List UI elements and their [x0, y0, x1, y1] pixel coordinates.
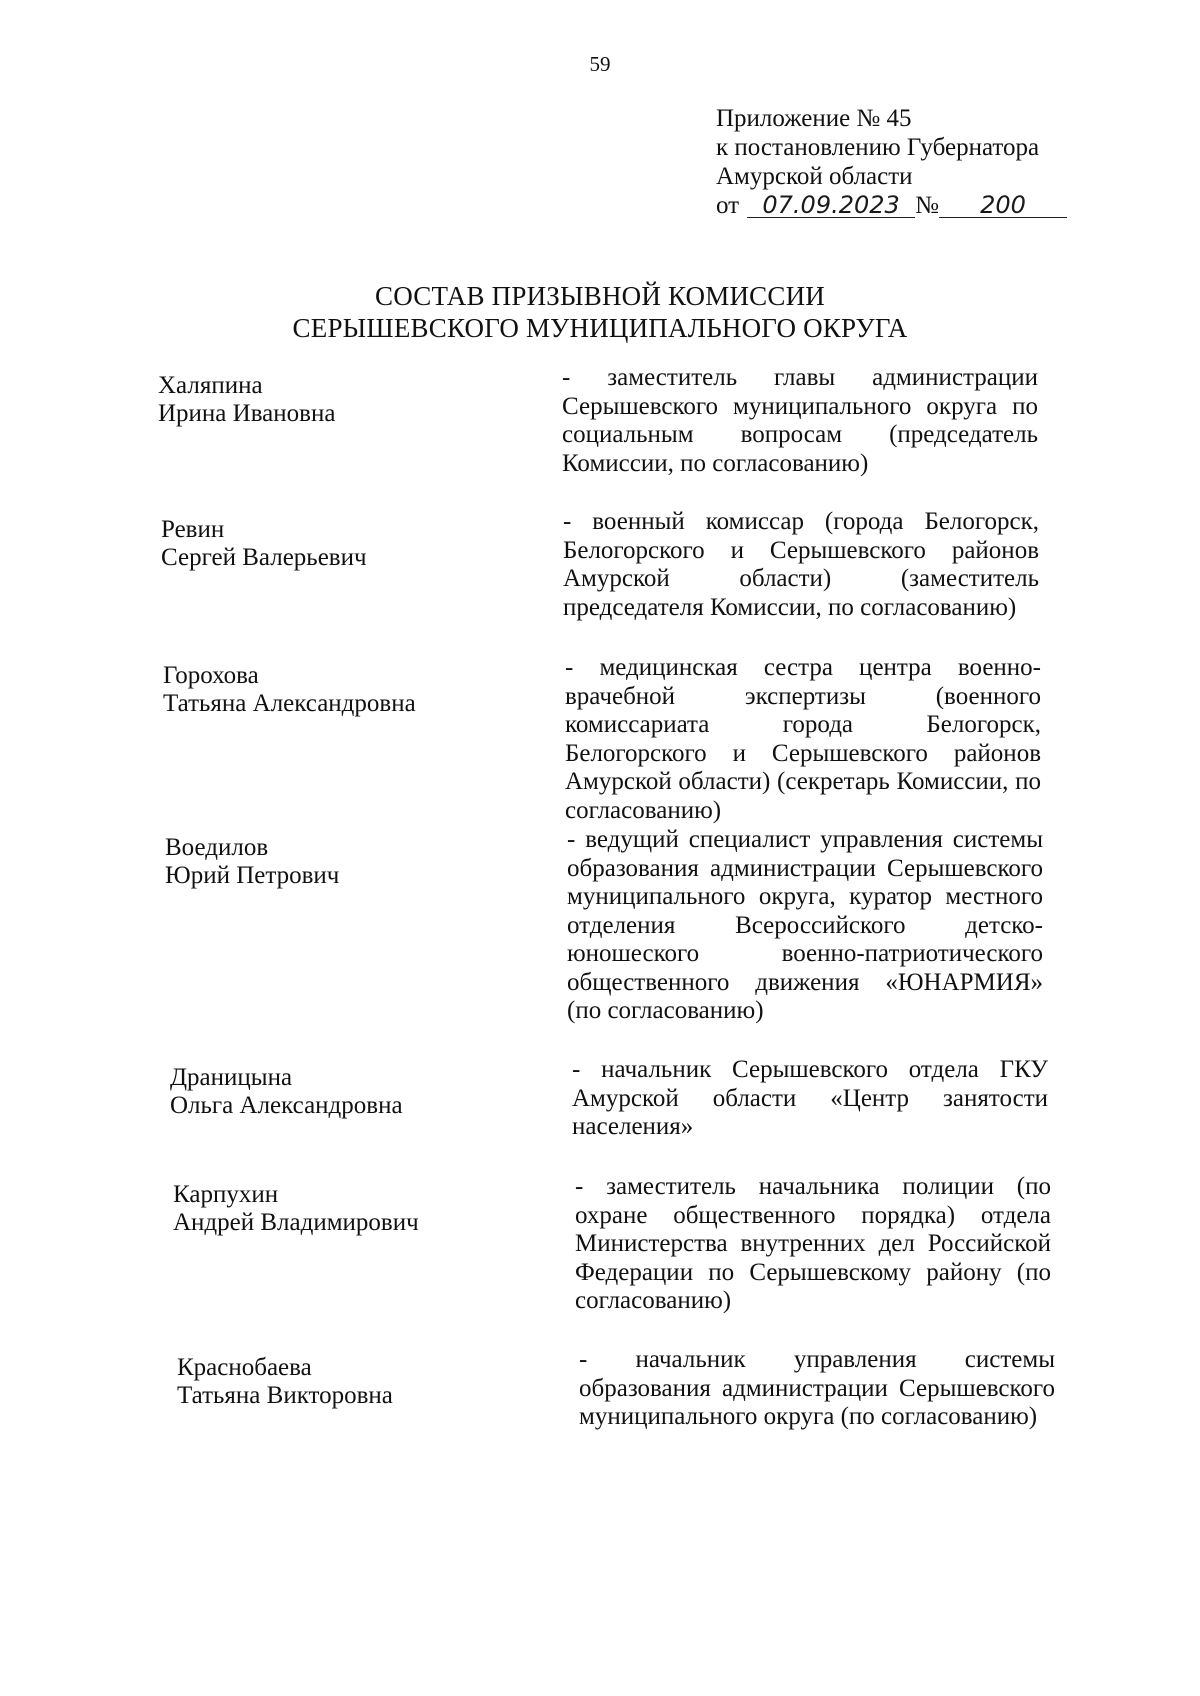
appendix-reference: к постановлению Губернатора [716, 134, 1040, 161]
member-role: - заместитель начальника полиции (по охране общественного порядка) отдела Министерства внутренних дел Российской Федерации по Серышевскому району (по согласованию) [575, 1173, 1051, 1314]
member-surname: Карпухин [173, 1181, 279, 1208]
member-surname: Ревин [161, 516, 225, 543]
member-name [173, 1181, 553, 1237]
appendix-block [716, 104, 1116, 220]
member-name [158, 372, 538, 428]
member-name [163, 662, 543, 718]
member-given-name: Татьяна Викторовна [177, 1382, 393, 1409]
appendix-title: Приложение № 45 [716, 105, 912, 132]
member-role: - начальник Серышевского отдела ГКУ Амурской области «Центр занятости населения» [572, 1056, 1048, 1140]
member-surname: Краснобаева [177, 1354, 312, 1381]
member-surname: Халяпина [158, 372, 263, 399]
handwritten-date: 07.09.2023 [747, 193, 915, 218]
member-surname: Драницына [170, 1064, 293, 1091]
member-name [170, 1064, 550, 1120]
member-role: - заместитель главы администрации Серышевского муниципального округа по социальным вопросам (председатель Комиссии, по согласованию) [562, 364, 1038, 477]
member-role: - ведущий специалист управления системы образования администрации Серышевского муниципального округа, куратор местного отделения Всероссийского детско- юношеского военно-патриотического общественного движения «ЮНАРМИЯ» (по согласованию) [567, 826, 1043, 1024]
member-name [161, 516, 541, 572]
member-given-name: Юрий Петрович [165, 862, 340, 889]
member-role: - медицинская сестра центра военно-врачебной экспертизы (военного комиссариата города Белогорск, Белогорского и Серышевского районов Амурской области) (секретарь Комиссии, по согласованию) [565, 654, 1041, 824]
handwritten-number: 200 [939, 193, 1067, 218]
appendix-date-number [716, 191, 1116, 220]
page-number: 59 [589, 52, 611, 76]
member-surname: Воедилов [165, 834, 269, 861]
member-role: - начальник управления системы образования администрации Серышевского муниципального округа (по согласованию) [579, 1346, 1055, 1430]
member-given-name: Андрей Владимирович [173, 1209, 419, 1236]
number-sign: № [915, 192, 939, 219]
title-line-1: СОСТАВ ПРИЗЫВНОЙ КОМИССИИ [375, 281, 825, 311]
member-name [165, 834, 545, 890]
member-given-name: Татьяна Александровна [163, 690, 416, 717]
member-role: - военный комиссар (города Белогорск, Белогорского и Серышевского районов Амурской области) (заместитель председателя Комиссии, по согласованию) [563, 508, 1039, 621]
member-surname: Горохова [163, 662, 259, 689]
member-given-name: Сергей Валерьевич [161, 544, 367, 571]
member-given-name: Ирина Ивановна [158, 400, 336, 427]
member-name [177, 1354, 557, 1410]
date-prefix: от [716, 192, 740, 219]
appendix-region: Амурской области [716, 163, 913, 190]
member-given-name: Ольга Александровна [170, 1092, 403, 1119]
document-title [0, 280, 1200, 344]
title-line-2: СЕРЫШЕВСКОГО МУНИЦИПАЛЬНОГО ОКРУГА [292, 313, 908, 343]
